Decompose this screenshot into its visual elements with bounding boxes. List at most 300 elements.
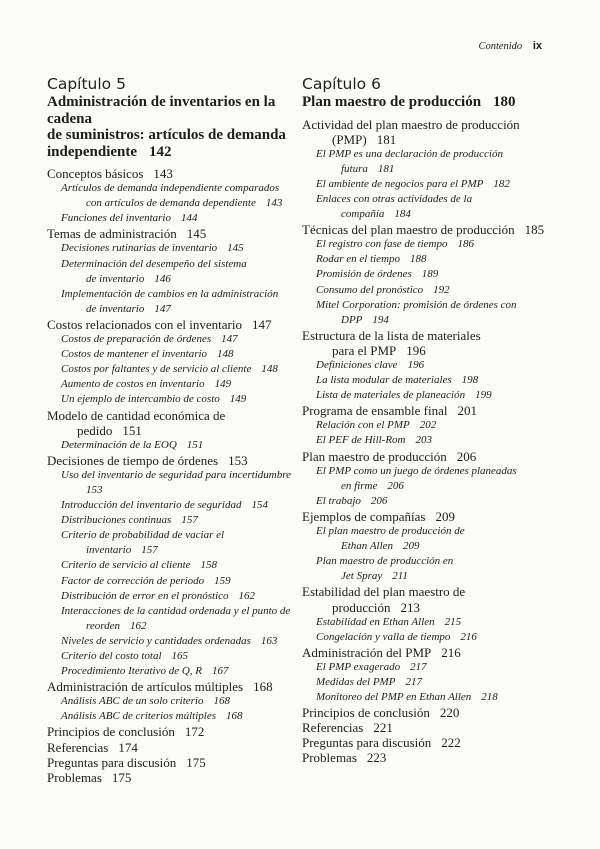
toc-line <box>302 237 552 252</box>
toc-line <box>302 539 552 554</box>
toc-subentry[interactable] <box>47 649 287 664</box>
toc-page-number: 194 <box>372 313 389 326</box>
toc-entry-text: Funciones del inventario <box>61 212 171 225</box>
toc-line <box>47 377 287 392</box>
toc-line <box>302 283 552 298</box>
toc-line <box>47 196 287 211</box>
toc-entry-text: Referencias <box>47 739 109 755</box>
toc-page-number: 216 <box>441 644 461 660</box>
toc-subentry[interactable] <box>302 252 552 267</box>
toc-line <box>302 675 552 690</box>
toc-entry-text: Decisiones de tiempo de órdenes <box>47 452 219 468</box>
toc-subentry[interactable] <box>47 211 287 226</box>
toc-subentry[interactable] <box>302 237 552 252</box>
toc-line <box>302 479 552 494</box>
toc-page-number: 168 <box>213 695 230 708</box>
toc-entry-text: de inventario <box>86 272 145 285</box>
toc-line <box>47 755 287 770</box>
toc-page-number: 148 <box>261 363 278 376</box>
toc-entry-text: Determinación del desempeño del sistema <box>61 257 247 270</box>
toc-subentry[interactable] <box>47 257 287 287</box>
toc-entry[interactable] <box>302 449 552 464</box>
toc-line <box>47 302 287 317</box>
toc-entry-text: de inventario <box>86 302 145 315</box>
toc-entry-text: Mitel Corporation: promisión de órdenes con <box>316 298 517 311</box>
toc-line <box>47 226 287 241</box>
toc-entry-text: Monitoreo del PMP en Ethan Allen <box>316 691 472 704</box>
toc-page-number: 147 <box>221 333 238 346</box>
toc-subentry[interactable] <box>47 468 291 498</box>
toc-subentry[interactable] <box>302 388 552 403</box>
toc-entry[interactable] <box>302 750 552 765</box>
toc-entry-text: Plan maestro de producción <box>302 448 447 464</box>
toc-line <box>302 494 552 509</box>
toc-page-number: 146 <box>154 272 171 285</box>
toc-page-number: 209 <box>403 540 420 553</box>
toc-subentry[interactable] <box>47 513 287 528</box>
toc-page-number: 220 <box>439 705 460 721</box>
toc-subentry[interactable] <box>47 694 287 709</box>
toc-entry-text: Costos relacionados con el inventario <box>47 316 242 332</box>
toc-page-number: 145 <box>186 226 207 242</box>
toc-page-number: 209 <box>435 508 455 524</box>
toc-line <box>47 558 287 573</box>
toc-line <box>47 453 287 468</box>
toc-page-number: 162 <box>238 589 256 602</box>
toc-entry[interactable] <box>47 755 287 770</box>
chapter-title-line: Administración de inventarios en la cadena <box>47 94 276 127</box>
toc-line <box>302 162 552 177</box>
toc-page-number: 217 <box>405 675 422 688</box>
toc-page-number: 143 <box>265 197 283 210</box>
toc-line <box>302 177 552 192</box>
toc-line <box>47 574 287 589</box>
toc-page-number: 217 <box>410 660 427 673</box>
toc-page-number: 172 <box>184 724 205 740</box>
toc-page-number: 149 <box>229 393 247 406</box>
toc-subentry[interactable] <box>47 604 291 634</box>
toc-page-number: 223 <box>366 750 387 766</box>
toc-page-number: 159 <box>214 574 231 587</box>
chapter-title-line: de suministros: artículos de demanda <box>47 127 286 143</box>
toc-line <box>302 750 552 765</box>
toc-entry[interactable] <box>302 720 552 735</box>
toc-subentry[interactable] <box>302 283 552 298</box>
toc-entry[interactable] <box>47 453 287 468</box>
toc-subentry[interactable] <box>302 615 552 630</box>
toc-subentry[interactable] <box>47 709 287 724</box>
toc-entry[interactable] <box>302 645 552 660</box>
toc-page-number: 149 <box>214 378 232 391</box>
toc-entry-text: producción <box>332 599 391 615</box>
toc-entry[interactable] <box>302 117 552 147</box>
toc-entry-text: inventario <box>86 544 132 557</box>
toc-entry-text: para el PMP <box>332 342 397 358</box>
toc-line <box>302 192 552 207</box>
toc-entry-text: Técnicas del plan maestro de producción <box>302 222 515 238</box>
toc-line <box>47 634 287 649</box>
toc-entry-text: Relación con el PMP <box>316 419 410 432</box>
chapter-title <box>47 94 287 160</box>
toc-entry[interactable] <box>47 724 287 739</box>
toc-page-number: 182 <box>493 177 510 190</box>
toc-line <box>47 166 287 181</box>
running-header <box>478 40 542 52</box>
toc-page-number: 157 <box>181 514 198 527</box>
toc-line <box>47 498 287 513</box>
toc-line <box>302 373 552 388</box>
toc-page-number: 151 <box>186 438 204 451</box>
toc-entry-text: Determinación de la EOQ <box>61 438 177 451</box>
running-section: Contenido <box>478 41 523 52</box>
toc-subentry[interactable] <box>47 528 287 558</box>
toc-page-number: 196 <box>407 359 425 371</box>
toc-line <box>47 241 287 256</box>
toc-subentry[interactable] <box>302 524 552 554</box>
toc-page-number: 189 <box>421 268 439 281</box>
toc-entry[interactable] <box>302 509 552 524</box>
toc-page-number: 206 <box>387 479 404 492</box>
toc-page-number: 143 <box>153 166 173 181</box>
toc-line <box>47 724 287 739</box>
toc-line <box>47 543 287 558</box>
toc-line <box>47 664 287 679</box>
toc-entry-text: Niveles de servicio y cantidades ordenadas <box>61 634 251 647</box>
toc-subentry[interactable] <box>302 267 552 282</box>
toc-line <box>302 645 552 660</box>
toc-entry-text: Criterio del costo total <box>61 650 162 662</box>
toc-line <box>47 483 287 498</box>
toc-entry-text: Análisis ABC de un solo criterio <box>61 695 204 708</box>
toc-entry[interactable] <box>302 584 552 614</box>
toc-subentry[interactable] <box>302 675 552 690</box>
toc-subentry[interactable] <box>302 192 552 222</box>
toc-line <box>302 660 552 675</box>
toc-entry-text: Costos por faltantes y de servicio al cliente <box>61 363 252 376</box>
toc-line <box>47 528 287 543</box>
toc-page-number: 221 <box>373 720 393 736</box>
toc-line <box>47 211 287 226</box>
toc-entry-text: Procedimiento Iterativo de Q, R <box>61 665 203 678</box>
toc-subentry[interactable] <box>47 392 287 407</box>
toc-entry-text: Preguntas para discusión <box>302 735 432 751</box>
toc-subentry[interactable] <box>302 660 552 675</box>
toc-subentry[interactable] <box>47 181 287 211</box>
chapter-5-column <box>47 74 291 785</box>
toc-entry-text: El plan maestro de producción de <box>316 525 465 538</box>
toc-entry[interactable] <box>47 679 287 694</box>
toc-line <box>302 222 552 237</box>
toc-line <box>302 464 552 479</box>
toc-line <box>302 358 552 373</box>
toc-line <box>47 694 287 709</box>
toc-entry-text: El PMP exagerado <box>316 660 401 673</box>
toc-subentry[interactable] <box>47 558 287 573</box>
toc-page-number: 163 <box>260 634 278 647</box>
toc-line <box>47 257 287 272</box>
toc-page-number: 168 <box>226 710 243 723</box>
toc-subentry[interactable] <box>47 347 287 362</box>
toc-line <box>302 343 552 358</box>
toc-line <box>47 468 291 483</box>
toc-entry-text: Distribución de error en el pronóstico <box>61 589 229 602</box>
toc-page-number: 211 <box>392 570 408 583</box>
toc-page-number: 154 <box>251 499 268 512</box>
toc-line <box>302 147 552 162</box>
toc-subentry[interactable] <box>302 147 552 177</box>
toc-subentry[interactable] <box>302 630 552 645</box>
toc-line <box>47 770 287 785</box>
toc-entry-text: El PMP es una declaración de producción <box>316 147 503 160</box>
toc-line <box>302 615 552 630</box>
toc-line <box>47 619 287 634</box>
toc-page-number: 162 <box>130 619 147 632</box>
toc-line <box>47 362 287 377</box>
toc-subentry[interactable] <box>47 332 287 347</box>
toc-subentry[interactable] <box>47 287 287 317</box>
toc-page-number: 192 <box>433 283 450 296</box>
toc-page-number: 203 <box>415 434 433 447</box>
toc-entry-text: Ethan Allen <box>341 540 394 553</box>
toc-entry[interactable] <box>302 328 552 358</box>
toc-entry[interactable] <box>47 317 287 332</box>
toc-entry-text: El registro con fase de tiempo <box>316 238 448 251</box>
toc-line <box>302 207 552 222</box>
toc-page-number: 147 <box>251 316 272 332</box>
chapter-title-page: 180 <box>493 94 516 110</box>
toc-entry-text: Preguntas para discusión <box>47 754 177 770</box>
toc-page-number: 157 <box>141 544 158 557</box>
toc-line <box>47 347 287 362</box>
chapter-title-line <box>47 144 287 161</box>
toc-entry-text: Promisión de órdenes <box>316 268 412 281</box>
toc-page-number: 145 <box>227 242 244 255</box>
toc-subentry[interactable] <box>302 373 552 388</box>
toc-line <box>302 509 552 524</box>
toc-line <box>302 388 552 403</box>
toc-line <box>47 589 287 604</box>
toc-page-number: 144 <box>180 212 198 225</box>
toc-page-number: 185 <box>524 222 545 238</box>
page-number: ix <box>532 40 542 52</box>
toc-entry-text: Un ejemplo de intercambio de costo <box>61 393 220 406</box>
toc-entry[interactable] <box>302 403 552 418</box>
chapter-title-line: independiente <box>47 143 138 160</box>
toc-entry-text: Factor de corrección de periodo <box>61 574 205 587</box>
toc-page-number: 202 <box>419 419 437 432</box>
toc-entry-text: Interacciones de la cantidad ordenada y el punto de <box>61 604 291 617</box>
toc-subentry[interactable] <box>302 554 552 584</box>
toc-subentry[interactable] <box>47 498 287 513</box>
toc-line <box>302 267 552 282</box>
toc-subentry[interactable] <box>47 574 287 589</box>
toc-line <box>47 317 287 332</box>
toc-page-number: 216 <box>460 630 477 643</box>
toc-line <box>47 287 287 302</box>
toc-page-number: 188 <box>410 253 427 266</box>
toc-entry-text: DPP <box>341 313 363 326</box>
toc-subentry[interactable] <box>47 438 287 453</box>
toc-line <box>302 584 552 599</box>
toc-entry-text: Rodar en el tiempo <box>316 253 401 266</box>
toc-entry-text: Lista de materiales de planeación <box>316 389 466 402</box>
toc-line <box>47 272 287 287</box>
toc-page-number: 181 <box>377 162 395 175</box>
toc-entry-text: Programa de ensamble final <box>302 403 448 419</box>
toc-page-number: 199 <box>475 389 492 402</box>
toc-entry[interactable] <box>302 222 552 237</box>
toc-entry-text: Principios de conclusión <box>302 705 430 721</box>
toc-line <box>302 690 552 705</box>
toc-entry-text: Estabilidad del plan maestro de <box>302 584 466 600</box>
toc-subentry[interactable] <box>302 358 552 373</box>
toc-entry-text: pedido <box>77 422 113 438</box>
toc-line <box>302 524 552 539</box>
toc-entry-text: en firme <box>341 479 378 492</box>
toc-page-number: 201 <box>457 403 477 419</box>
toc-entry-text: Problemas <box>302 750 357 766</box>
toc-line <box>302 418 552 433</box>
toc-subentry[interactable] <box>302 494 552 509</box>
toc-line <box>47 423 287 438</box>
toc-line <box>47 709 287 724</box>
toc-line <box>302 600 552 615</box>
toc-entry-text: Modelo de cantidad económica de <box>47 407 226 423</box>
toc-line <box>302 449 552 464</box>
toc-subentry[interactable] <box>47 377 287 392</box>
toc-subentry[interactable] <box>47 634 287 649</box>
toc-subentry[interactable] <box>47 664 287 679</box>
toc-entry-text: Congelación y valla de tiempo <box>316 630 451 643</box>
toc-entry-text: El trabajo <box>316 494 361 507</box>
toc-line <box>302 403 552 418</box>
toc-page-number: 175 <box>186 754 206 770</box>
toc-line <box>47 181 287 196</box>
toc-subentry[interactable] <box>302 418 552 433</box>
toc-page-number: 167 <box>212 665 229 678</box>
toc-line <box>47 679 287 694</box>
toc-line <box>302 132 552 147</box>
toc-entry[interactable] <box>302 705 552 720</box>
toc-entry-text: Análisis ABC de criterios múltiples <box>61 710 217 723</box>
toc-page-number: 222 <box>441 735 461 751</box>
toc-page-number: 165 <box>171 650 189 662</box>
toc-line <box>47 649 287 664</box>
toc-line <box>47 392 287 407</box>
toc-entry-text: futura <box>341 162 368 175</box>
toc-subentry[interactable] <box>302 298 552 328</box>
toc-page-number: 196 <box>406 342 426 358</box>
toc-entry-text: Enlaces con otras actividades de la <box>316 192 473 205</box>
toc-subentry[interactable] <box>47 241 287 256</box>
toc-line <box>47 438 287 453</box>
toc-page-number: 168 <box>253 679 273 695</box>
toc-page-number: 151 <box>122 422 142 438</box>
toc-line <box>47 513 287 528</box>
toc-page-number: 213 <box>400 599 420 615</box>
toc-entry[interactable] <box>47 166 287 181</box>
toc-line <box>302 569 552 584</box>
toc-entry-text: El ambiente de negocios para el PMP <box>316 177 484 190</box>
toc-subentry[interactable] <box>302 464 552 494</box>
toc-entry-text: Definiciones clave <box>316 359 398 371</box>
chapter-title <box>302 94 552 111</box>
toc-entry-text: Costos de preparación de órdenes <box>61 333 212 346</box>
toc-line <box>302 313 552 328</box>
toc-entry-text: compañía <box>341 208 385 221</box>
chapter-label: Capítulo 5 <box>47 75 126 93</box>
toc-line <box>47 740 287 755</box>
toc-page-number: 148 <box>217 348 234 361</box>
toc-entry-text: Problemas <box>47 769 102 785</box>
toc-page-number: 186 <box>457 238 474 251</box>
toc-entry[interactable] <box>47 226 287 241</box>
toc-entry-text: con artículos de demanda dependiente <box>86 197 256 210</box>
toc-line <box>302 720 552 735</box>
toc-entry-text: Decisiones rutinarias de inventario <box>61 242 218 255</box>
chapter-title-line <box>302 94 552 111</box>
toc-entry-text: Criterio de probabilidad de vaciar el <box>61 529 225 542</box>
toc-page-number: 218 <box>481 691 498 704</box>
toc-line <box>47 408 287 423</box>
toc-entry-text: Plan maestro de producción en <box>316 555 454 568</box>
toc-line <box>302 630 552 645</box>
toc-entry-text: La lista modular de materiales <box>316 374 452 387</box>
toc-entry-text: Estructura de la lista de materiales <box>302 327 481 343</box>
toc-entry-text: Referencias <box>302 720 364 736</box>
toc-entry-text: (PMP) <box>332 131 367 147</box>
chapter-title-line: Plan maestro de producción <box>302 94 482 110</box>
toc-subentry[interactable] <box>47 362 287 377</box>
toc-page-number: 153 <box>228 452 248 468</box>
toc-entry-text: reorden <box>86 619 121 632</box>
toc-entry-text: Introducción del inventario de seguridad <box>61 499 242 512</box>
toc-entry[interactable] <box>47 740 287 755</box>
toc-entry-text: Ejemplos de compañías <box>302 508 426 524</box>
toc-line <box>47 604 291 619</box>
toc-entry-text: Administración del PMP <box>302 644 432 660</box>
toc-entry-text: Uso del inventario de seguridad para incertidumbre <box>61 468 291 481</box>
toc-entry-text: Criterio de servicio al cliente <box>61 559 191 572</box>
toc-page-number: 174 <box>118 739 138 755</box>
toc-entry-text: Principios de conclusión <box>47 724 175 740</box>
toc-entry-text: Medidas del PMP <box>316 675 396 688</box>
toc-entry-text: Costos de mantener el inventario <box>61 348 208 361</box>
toc-entry-text: Conceptos básicos <box>47 166 144 181</box>
toc-entry[interactable] <box>47 770 287 785</box>
toc-line <box>302 735 552 750</box>
toc-subentry[interactable] <box>302 433 552 448</box>
toc-subentry[interactable] <box>302 177 552 192</box>
toc-page-number: 206 <box>456 448 477 464</box>
toc-entry[interactable] <box>47 408 287 438</box>
toc-page-number: 215 <box>444 615 462 628</box>
toc-line <box>302 554 552 569</box>
chapter-label: Capítulo 6 <box>302 75 381 93</box>
toc-entry[interactable] <box>302 735 552 750</box>
toc-page-number: 206 <box>370 494 388 507</box>
toc-entry-text: Aumento de costos en inventario <box>61 378 205 391</box>
toc-line <box>302 252 552 267</box>
toc-page-number: 175 <box>111 769 132 785</box>
toc-line <box>302 705 552 720</box>
toc-subentry[interactable] <box>302 690 552 705</box>
toc-page-number: 184 <box>394 208 411 221</box>
toc-entry-text: Estabilidad en Ethan Allen <box>316 615 435 628</box>
toc-subentry[interactable] <box>47 589 287 604</box>
toc-entry-text: Distribuciones continuas <box>61 514 172 527</box>
toc-page-number: 147 <box>154 302 171 315</box>
